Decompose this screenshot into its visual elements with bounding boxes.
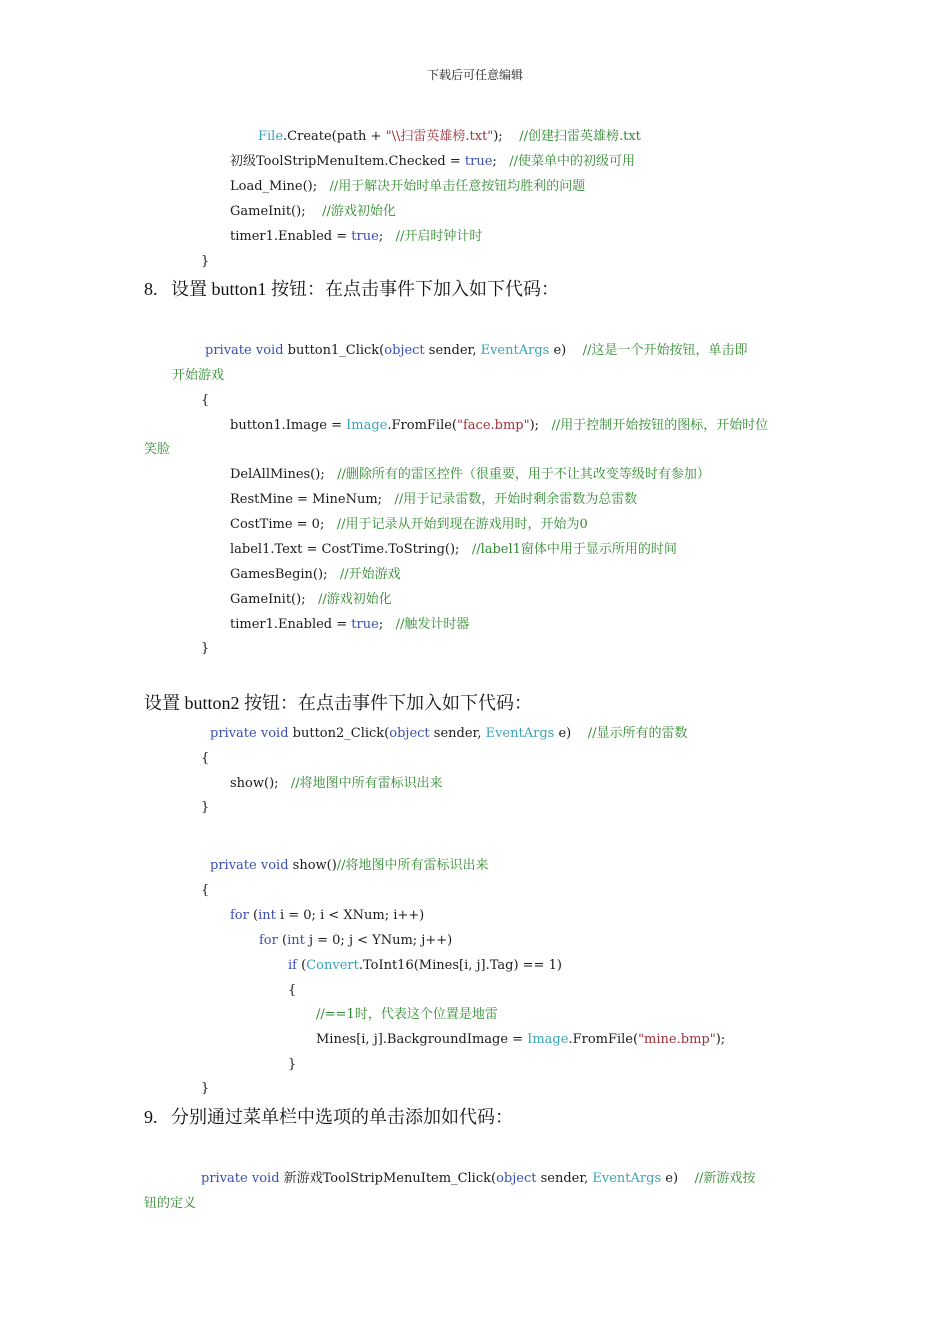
code-token: "\\扫雷英雄榜.txt"	[385, 129, 494, 144]
code-line	[230, 204, 396, 220]
code-line	[230, 492, 637, 508]
code-token: void	[260, 726, 289, 741]
code-line	[201, 641, 209, 657]
code-token: {	[288, 983, 297, 998]
code-token: void	[255, 343, 284, 358]
code-token: Mines[i, j].BackgroundImage =	[316, 1032, 528, 1047]
code-line	[230, 179, 585, 195]
code-token: i = 0; i < XNum; i++)	[275, 908, 425, 923]
section-heading: 9. 分别通过菜单栏中选项的单击添加如代码：	[144, 1107, 513, 1127]
code-line	[258, 129, 641, 145]
code-token: GameInit();	[230, 592, 318, 607]
code-token: {	[201, 751, 210, 766]
code-comment: //删除所有的雷区控件（很重要，用于不让其改变等级时有参加）	[337, 467, 710, 482]
code-token: show()	[288, 858, 337, 873]
code-token: int	[287, 933, 305, 948]
code-token: true	[351, 617, 379, 632]
code-line	[201, 800, 209, 816]
code-token: Convert	[306, 958, 359, 973]
section-heading: 8. 设置 button1 按钮：在点击事件下加入如下代码：	[144, 279, 560, 299]
code-token: object	[389, 726, 430, 741]
code-token: Load_Mine();	[230, 179, 330, 194]
code-line	[172, 368, 224, 384]
code-comment: 笑脸	[144, 442, 171, 457]
code-comment: //label1窗体中用于显示所用的时间	[471, 542, 677, 557]
code-line	[201, 393, 209, 409]
code-line	[201, 883, 209, 899]
code-token: Image	[527, 1032, 569, 1047]
code-line	[288, 1057, 296, 1073]
code-token: DelAllMines();	[230, 467, 338, 482]
code-line	[205, 343, 748, 359]
code-token: (	[277, 933, 288, 948]
code-line	[230, 617, 469, 633]
code-token: object	[384, 343, 425, 358]
code-token: button1_Click(	[283, 343, 385, 358]
code-comment: //新游戏按	[694, 1171, 756, 1186]
code-token: "face.bmp"	[457, 418, 530, 433]
code-token: }	[201, 800, 210, 815]
code-comment: 钮的定义	[144, 1196, 197, 1211]
code-comment: //游戏初始化	[322, 204, 396, 219]
code-line	[201, 1171, 755, 1187]
code-token: .FromFile(	[387, 418, 457, 433]
code-line	[230, 592, 392, 608]
code-comment: //使菜单中的初级可用	[509, 154, 635, 169]
code-token: button2_Click(	[288, 726, 390, 741]
code-line	[316, 1032, 725, 1048]
code-token: {	[201, 883, 210, 898]
code-token: timer1.Enabled =	[230, 617, 352, 632]
code-line	[230, 154, 635, 170]
code-token: }	[288, 1057, 297, 1072]
code-line	[259, 933, 452, 949]
code-token: Image	[346, 418, 388, 433]
code-comment: //开始游戏	[339, 567, 401, 582]
code-token: }	[201, 641, 210, 656]
code-line	[288, 983, 296, 999]
code-line	[230, 567, 401, 583]
code-token: (	[248, 908, 259, 923]
code-token: for	[230, 908, 249, 923]
code-token: private	[205, 343, 252, 358]
code-comment: //用于记录从开始到现在游戏用时，开始为0	[336, 517, 588, 532]
code-line	[230, 229, 482, 245]
code-line	[201, 254, 209, 270]
code-comment: //这是一个开始按钮，单击即	[582, 343, 748, 358]
code-comment: //触发计时器	[395, 617, 470, 632]
code-token: sender,	[424, 343, 481, 358]
code-token: timer1.Enabled =	[230, 229, 352, 244]
code-token: object	[496, 1171, 537, 1186]
code-comment: 开始游戏	[172, 368, 225, 383]
code-token: File	[258, 129, 284, 144]
section-heading: 设置 button2 按钮：在点击事件下加入如下代码：	[144, 693, 533, 713]
code-token: 新游戏ToolStripMenuItem_Click(	[279, 1171, 497, 1186]
code-line	[201, 1081, 209, 1097]
code-token: 初级ToolStripMenuItem.Checked =	[230, 154, 465, 169]
code-token: ;	[378, 229, 396, 244]
code-token: .Create(path +	[283, 129, 386, 144]
code-token: true	[351, 229, 379, 244]
code-token: e)	[554, 726, 588, 741]
code-token: show();	[230, 776, 291, 791]
code-line	[316, 1007, 498, 1023]
code-line	[230, 517, 588, 533]
code-comment: //显示所有的雷数	[587, 726, 688, 741]
code-line	[201, 751, 209, 767]
code-comment: //开启时钟计时	[395, 229, 483, 244]
code-comment: //用于解决开始时单击任意按钮均胜利的问题	[329, 179, 586, 194]
code-line	[230, 542, 677, 558]
code-token: int	[258, 908, 276, 923]
code-token: void	[260, 858, 289, 873]
code-comment: //创建扫雷英雄榜.txt	[519, 129, 641, 144]
code-token: ;	[492, 154, 510, 169]
code-token: private	[201, 1171, 248, 1186]
code-line	[230, 418, 768, 434]
code-token: e)	[661, 1171, 695, 1186]
code-comment: //游戏初始化	[317, 592, 392, 607]
code-token: button1.Image =	[230, 418, 347, 433]
code-token: .ToInt16(Mines[i, j].Tag) == 1)	[358, 958, 562, 973]
code-token: EventArgs	[592, 1171, 662, 1186]
code-token: private	[210, 726, 257, 741]
code-token: CostTime = 0;	[230, 517, 337, 532]
code-token: private	[210, 858, 257, 873]
code-line	[230, 467, 710, 483]
code-token: EventArgs	[480, 343, 550, 358]
code-token: if	[288, 958, 297, 973]
code-token: label1.Text = CostTime.ToString();	[230, 542, 472, 557]
code-token: );	[715, 1032, 726, 1047]
code-token: void	[251, 1171, 280, 1186]
code-token: {	[201, 393, 210, 408]
code-token: .FromFile(	[568, 1032, 639, 1047]
code-token: j = 0; j < YNum; j++)	[304, 933, 453, 948]
code-line	[230, 776, 443, 792]
code-token: true	[464, 154, 493, 169]
code-comment: //用于控制开始按钮的图标，开始时位	[551, 418, 769, 433]
code-token: EventArgs	[485, 726, 555, 741]
code-token: ;	[378, 617, 396, 632]
code-token: GameInit();	[230, 204, 323, 219]
code-token: }	[201, 254, 210, 269]
code-comment: //==1时，代表这个位置是地雷	[316, 1007, 498, 1022]
code-line	[210, 858, 489, 874]
code-token: );	[493, 129, 520, 144]
code-line	[210, 726, 688, 742]
code-line	[144, 442, 170, 458]
code-token: for	[259, 933, 278, 948]
code-comment: //用于记录雷数，开始时剩余雷数为总雷数	[394, 492, 638, 507]
code-comment: //将地图中所有雷标识出来	[336, 858, 489, 873]
code-token: }	[201, 1081, 210, 1096]
page-header: 下载后可任意编辑	[426, 68, 523, 82]
code-line	[230, 908, 424, 924]
code-token: RestMine = MineNum;	[230, 492, 395, 507]
code-token: );	[529, 418, 552, 433]
code-token: (	[296, 958, 307, 973]
code-line	[288, 958, 562, 974]
code-token: sender,	[429, 726, 486, 741]
code-token: e)	[549, 343, 583, 358]
code-line	[144, 1196, 196, 1212]
code-token: sender,	[536, 1171, 593, 1186]
code-comment: //将地图中所有雷标识出来	[290, 776, 443, 791]
code-token: GamesBegin();	[230, 567, 340, 582]
code-token: "mine.bmp"	[638, 1032, 716, 1047]
